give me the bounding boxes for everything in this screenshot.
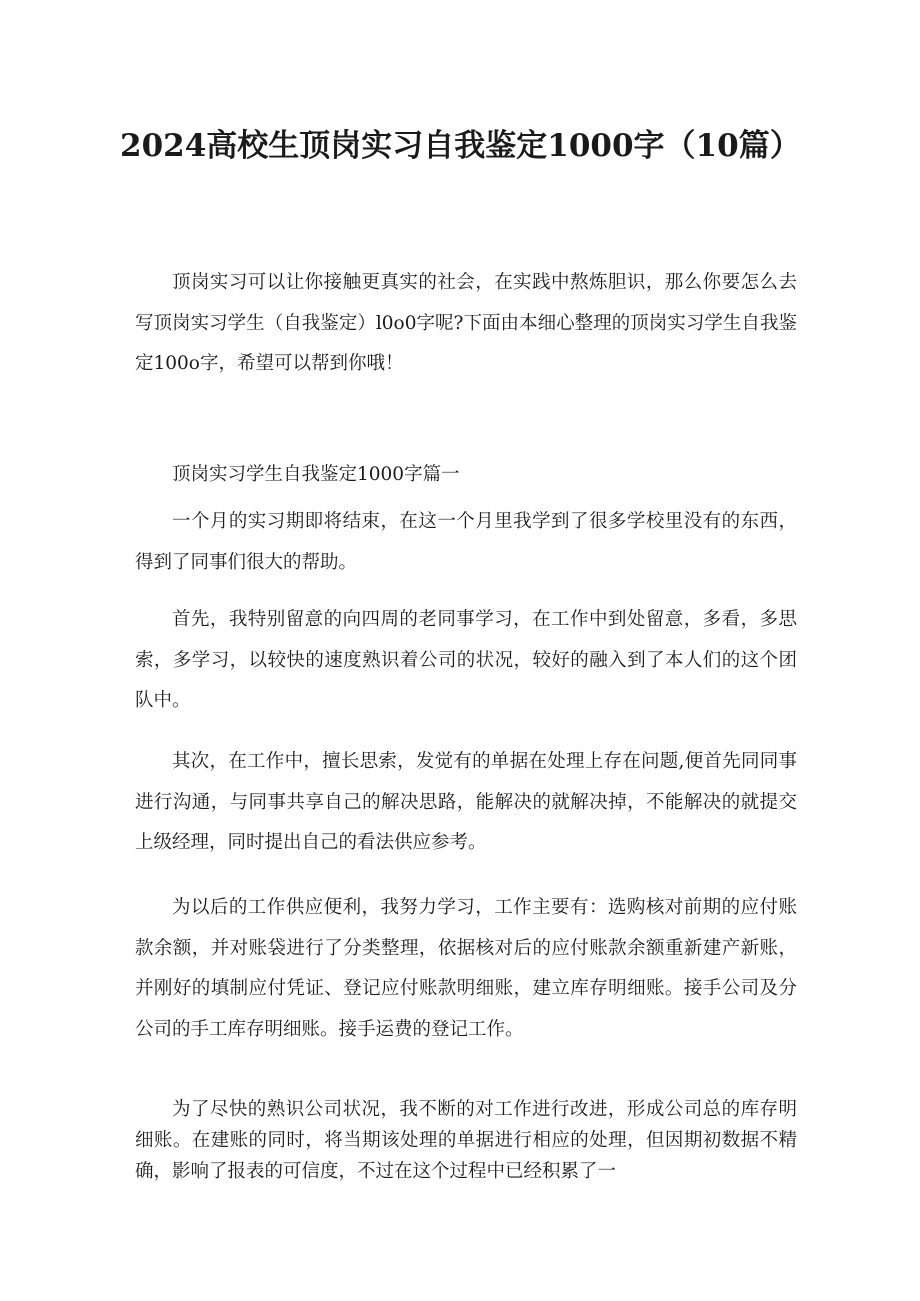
intro-paragraph: 顶岗实习可以让你接触更真实的社会，在实践中熬炼胆识，那么你要怎么去写顶岗实习学生（自我鉴定）l0o0字呢?下面由本细心整理的顶岗实习学生自我鉴定100o字，希望可以帮到你哦！ [135, 272, 797, 374]
body-paragraph-5: 为了尽快的熟识公司状况，我不断的对工作进行改进，形成公司总的库存明细账。在建账的同时，将当期该处理的单据进行相应的处理，但因期初数据不精确，影响了报表的可信度，不过在这个过程中已经积累了一 [135, 1099, 797, 1182]
body-paragraph-2: 首先，我特别留意的向四周的老同事学习，在工作中到处留意，多看，多思索，多学习，以较快的速度熟识着公司的状况，较好的融入到了本人们的这个团队中。 [135, 609, 797, 711]
document-title: 2024高校生顶岗实习自我鉴定1000字（10篇） [120, 128, 801, 164]
body-paragraph-1: 一个月的实习期即将结束，在这一个月里我学到了很多学校里没有的东西，得到了同事们很大的帮助。 [135, 511, 797, 573]
body-paragraph-3: 其次，在工作中，擅长思索，发觉有的单据在处理上存在问题,便首先同同事进行沟通，与同事共享自己的解决思路，能解决的就解决掉，不能解决的就提交上级经理，同时提出自己的看法供应参考。 [135, 751, 797, 853]
body-paragraph-4: 为以后的工作供应便利，我努力学习，工作主要有：选购核对前期的应付账款余额，并对账袋进行了分类整理，依据核对后的应付账款余额重新建产新账，并刚好的填制应付凭证、登记应付账款明细账，建立库存明细账。接手公司及分公司的手工库存明细账。接手运费的登记工作。 [135, 897, 797, 1040]
section-heading: 顶岗实习学生自我鉴定1000字篇一 [172, 464, 460, 485]
